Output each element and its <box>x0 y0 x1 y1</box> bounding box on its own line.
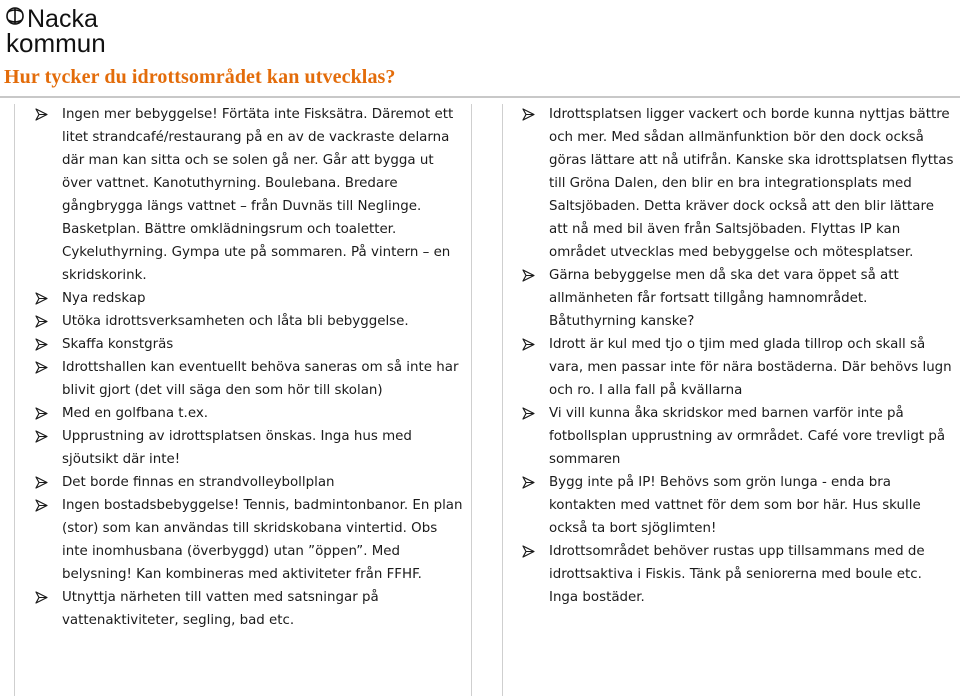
list-item-text: Bygg inte på IP! Behövs som grön lunga - enda bra kontakten med vattnet för dem som bor här. Hus skulle också ta bort sjöglimten! <box>549 475 921 536</box>
list-item <box>35 356 465 402</box>
logo-line2: kommun <box>6 28 106 54</box>
arrow-bullet-icon <box>522 545 535 558</box>
list-item <box>522 333 954 402</box>
arrow-bullet-icon <box>35 338 48 351</box>
list-item <box>522 471 954 540</box>
list-item <box>35 471 465 494</box>
list-item-text: Upprustning av idrottsplatsen önskas. Inga hus med sjöutsikt där inte! <box>62 429 412 467</box>
list-item-text: Nya redskap <box>62 291 146 306</box>
page-heading: Hur tycker du idrottsområdet kan utvecklas? <box>4 66 396 88</box>
list-item <box>522 103 954 264</box>
arrow-bullet-icon <box>35 591 48 604</box>
arrow-bullet-icon <box>35 476 48 489</box>
list-item <box>35 310 465 333</box>
list-item <box>35 425 465 471</box>
list-item-text: Idrott är kul med tjo o tjim med glada tillrop och skall så vara, men passar inte för nära bostäderna. Där behövs lugn och ro. I alla fall på kvällarna <box>549 337 952 398</box>
arrow-bullet-icon <box>35 499 48 512</box>
left-response-list <box>35 103 465 632</box>
logo-line1: Nacka <box>27 5 98 33</box>
list-item-text: Idrottshallen kan eventuellt behöva saneras om så inte har blivit gjort (det vill säga den som hör till skolan) <box>62 360 459 398</box>
arrow-bullet-icon <box>522 476 535 489</box>
list-item <box>35 586 465 632</box>
arrow-bullet-icon <box>35 315 48 328</box>
list-item <box>35 287 465 310</box>
left-box-border <box>14 104 15 696</box>
arrow-bullet-icon <box>35 407 48 420</box>
list-item <box>35 402 465 425</box>
list-item-text: Utöka idrottsverksamheten och låta bli bebyggelse. <box>62 314 409 329</box>
arrow-bullet-icon <box>35 292 48 305</box>
arrow-bullet-icon <box>522 338 535 351</box>
list-item <box>35 103 465 287</box>
list-item-text: Ingen bostadsbebyggelse! Tennis, badmintonbanor. En plan (stor) som kan användas till skridskobana vintertid. Obs inte inomhusbana (överbyggd) utan ”öppen”. Med belysning! Kan kombineras med aktiviteter från FFHF. <box>62 498 463 582</box>
right-box-border <box>502 104 503 696</box>
list-item-text: Gärna bebyggelse men då ska det vara öppet så att allmänheten får fortsatt tillgång hamnområdet. Båtuthyrning kanske? <box>549 268 899 329</box>
list-item-text: Idrottsplatsen ligger vackert och borde kunna nyttjas bättre och mer. Med sådan allmänfunktion bör den dock också göras lättare att nå utifrån. Kanske ska idrottsplatsen flyttas till Gröna Dalen, den blir en bra integrationsplats med Saltsjöbaden. Detta kräver dock också att den blir lättare att nå med bil även från Saltsjöbaden. Flyttas IP kan området utvecklas med bebyggelse och mötesplatser. <box>549 107 954 260</box>
heading-divider <box>0 96 960 98</box>
list-item <box>522 264 954 333</box>
arrow-bullet-icon <box>35 430 48 443</box>
arrow-bullet-icon <box>35 108 48 121</box>
list-item <box>35 494 465 586</box>
logo-mark <box>4 2 120 54</box>
list-item-text: Ingen mer bebyggelse! Förtäta inte Fisksätra. Däremot ett litet strandcafé/restaurang på en av de vackraste delarna där man kan sitta och se solen gå ner. Går att bygga ut över vattnet. Kanotuthyrning. Boulebana. Bredare gångbrygga längs vattnet – från Duvnäs till Neglinge. Basketplan. Bättre omklädningsrum och toaletter. Cykeluthyrning. Gympa ute på sommaren. På vintern – en skridskorink. <box>62 107 454 283</box>
list-item <box>522 540 954 609</box>
list-item-text: Det borde finnas en strandvolleybollplan <box>62 475 335 490</box>
nacka-kommun-logo <box>4 2 120 54</box>
arrow-bullet-icon <box>522 407 535 420</box>
list-item-text: Vi vill kunna åka skridskor med barnen varför inte på fotbollsplan upprustning av ormrådet. Café vore trevligt på sommaren <box>549 406 946 467</box>
list-item-text: Med en golfbana t.ex. <box>62 406 209 421</box>
list-item-text: Utnyttja närheten till vatten med satsningar på vattenaktiviteter, segling, bad etc. <box>62 590 379 628</box>
list-item-text: Idrottsområdet behöver rustas upp tillsammans med de idrottsaktiva i Fiskis. Tänk på seniorerna med boule etc. Inga bostäder. <box>549 544 925 605</box>
arrow-bullet-icon <box>522 108 535 121</box>
list-item <box>522 402 954 471</box>
list-item-text: Skaffa konstgräs <box>62 337 174 352</box>
arrow-bullet-icon <box>522 269 535 282</box>
list-item <box>35 333 465 356</box>
right-response-list <box>522 103 954 609</box>
arrow-bullet-icon <box>35 361 48 374</box>
middle-box-border <box>471 104 472 696</box>
